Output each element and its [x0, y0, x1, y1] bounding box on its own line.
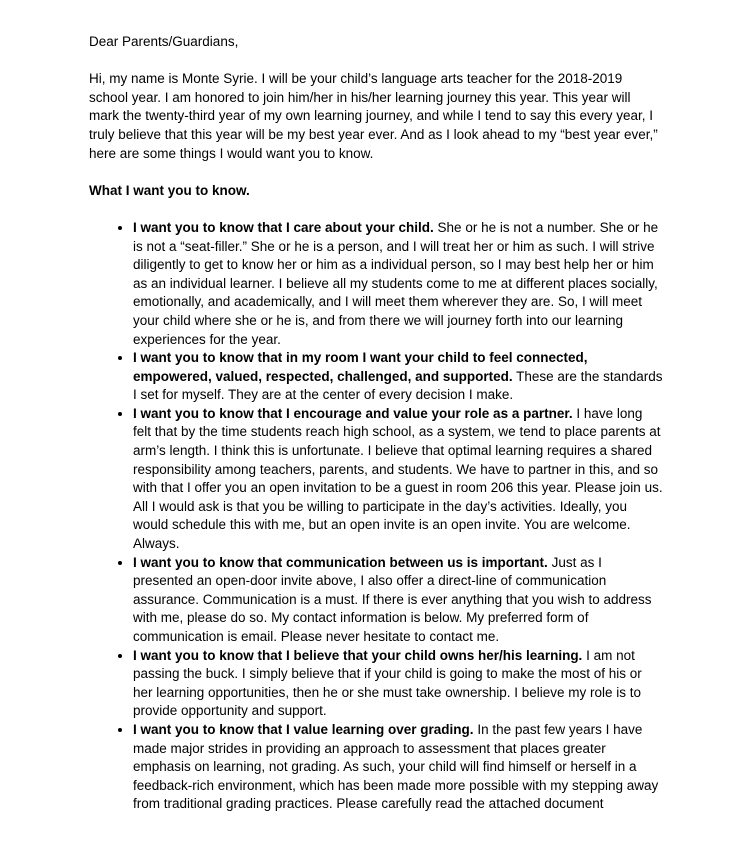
bullet-lead: I want you to know that communication between us is important.	[133, 554, 548, 570]
bullet-body: Just as I presented an open-door invite above, I also offer a direct-line of communication assurance. Communication is a must. If there is ever anything that you wish to address with me, please do so. My contact information is below. My preferred form of communication is email. Please never hesitate to contact me.	[133, 554, 652, 644]
list-item-care-about-child	[133, 219, 663, 349]
bullet-body: I have long felt that by the time students reach high school, as a system, we tend to place parents at arm’s length. I think this is unfortunate. I believe that optimal learning requires a shared responsibility among teachers, parents, and students. We have to partner in this, and so with that I offer you an open invitation to be a guest in room 206 this year. Please join us. All I would ask is that you be willing to participate in the day’s activities. Ideally, you would schedule this with me, but an open invite is an open invite. You are welcome. Always.	[133, 405, 663, 552]
intro-paragraph: Hi, my name is Monte Syrie. I will be your child’s language arts teacher for the 2018-2019 school year. I am honored to join him/her in his/her learning journey this year. This year will mark the twenty-third year of my own learning journey, and while I tend to say this every year, I truly believe that this year will be my best year ever. And as I look ahead to my “best year ever,” here are some things I would want you to know.	[89, 71, 658, 161]
list-item-feel-connected	[133, 349, 663, 405]
list-item-child-owns-learning	[133, 647, 663, 721]
bullet-lead: I want you to know that I care about your child.	[133, 219, 434, 235]
salutation: Dear Parents/Guardians,	[89, 34, 239, 49]
bullet-body: These are the standards I set for myself. They are at the center of every decision I make.	[133, 368, 663, 403]
bullet-body: In the past few years I have made major strides in providing an approach to assessment that places greater emphasis on learning, not grading. As such, your child will find himself or herself in a feedback-rich environment, which has been made more possible with my stepping away from traditional grading practices. Please carefully read the attached document	[133, 721, 659, 812]
list-item-role-as-partner	[133, 405, 663, 554]
list-item-communication	[133, 554, 663, 647]
bullet-list	[89, 219, 663, 814]
section-heading: What I want you to know.	[89, 182, 250, 198]
bullet-lead: I want you to know that I value learning over grading.	[133, 721, 474, 737]
bullet-body: I am not passing the buck. I simply believe that if your child is going to make the most of his or her learning opportunities, then he or she must take ownership. I believe my role is to provide opportunity and support.	[133, 647, 642, 719]
list-item-learning-over-grading	[133, 721, 663, 814]
bullet-lead: I want you to know that I believe that your child owns her/his learning.	[133, 647, 583, 663]
bullet-lead: I want you to know that in my room I want your child to feel connected, empowered, valued, respected, challenged, and supported.	[133, 350, 588, 384]
bullet-lead: I want you to know that I encourage and value your role as a partner.	[133, 405, 573, 421]
bullet-body: She or he is not a number. She or he is not a “seat-filler.” She or he is a person, and I will treat her or him as such. I will strive diligently to get to know her or him as a individual person, so I may best help her or him as an individual learner. I believe all my students come to me at different places socially, emotionally, and academically, and I will meet them wherever they are. So, I will meet your child where she or he is, and from there we will journey forth into our learning experiences for the year.	[133, 219, 659, 347]
